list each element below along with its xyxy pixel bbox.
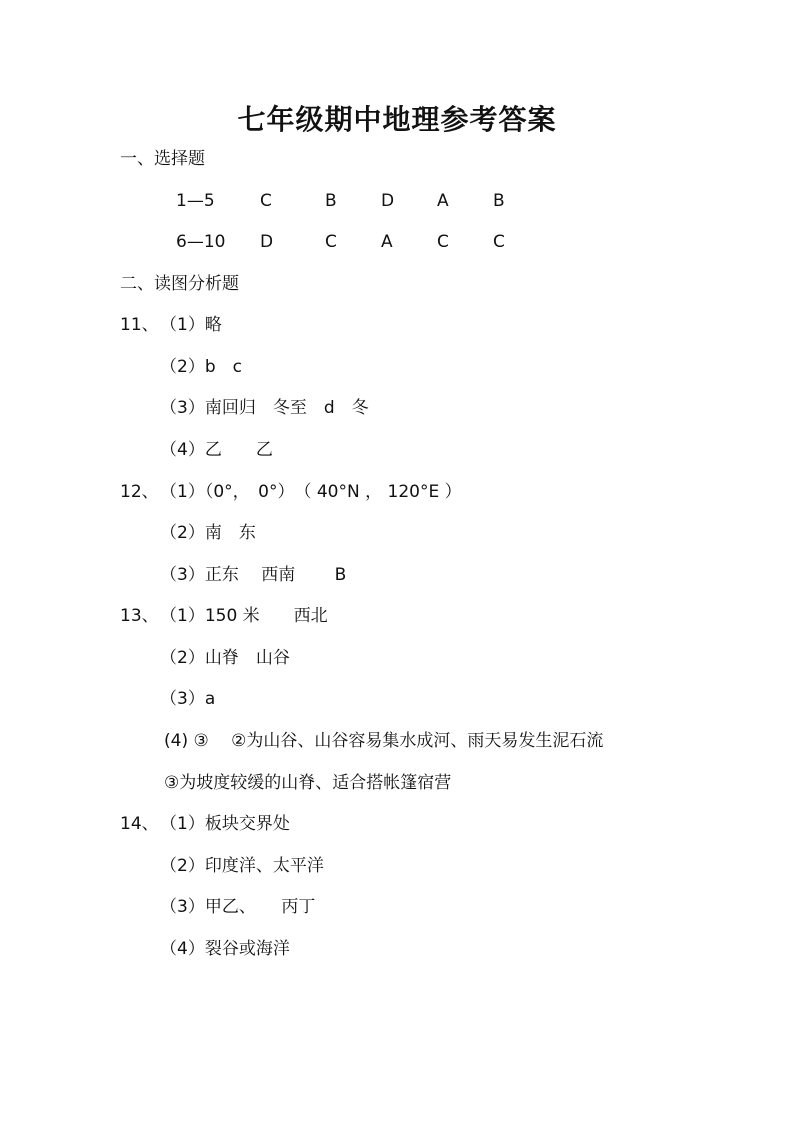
choice-range: 6—10: [176, 232, 226, 252]
answer-line: （3）正东 西南 B: [160, 565, 347, 585]
answer-line: （3）a: [160, 689, 216, 709]
choice-answer: D: [260, 232, 274, 252]
answer-line: （1）板块交界处: [160, 814, 290, 834]
choice-answer: C: [437, 232, 449, 252]
page-title: 七年级期中地理参考答案: [237, 103, 557, 136]
answer-line: （1）略: [160, 315, 222, 335]
answer-line: （3）甲乙、 丙丁: [160, 897, 316, 917]
section-heading-choice: 一、选择题: [120, 149, 205, 169]
choice-answer: A: [437, 191, 449, 211]
answer-line: (4) ③ ②为山谷、山谷容易集水成河、雨天易发生泥石流: [164, 731, 604, 751]
answer-line: （4）裂谷或海洋: [160, 939, 290, 959]
answer-line: （4）乙 乙: [160, 440, 273, 460]
choice-answer: C: [493, 232, 505, 252]
choice-range: 1—5: [176, 191, 215, 211]
answer-line: （1）150 米 西北: [160, 606, 328, 626]
answer-line: （2）印度洋、太平洋: [160, 856, 324, 876]
choice-answer: B: [325, 191, 337, 211]
question-number: 12、: [120, 482, 159, 502]
question-number: 13、: [120, 606, 159, 626]
choice-answer: B: [493, 191, 505, 211]
choice-answer: D: [381, 191, 395, 211]
choice-answer: A: [381, 232, 393, 252]
answer-line: ③为坡度较缓的山脊、适合搭帐篷宿营: [164, 773, 452, 793]
answer-line: （2）南 东: [160, 523, 256, 543]
answer-line: （2）山脊 山谷: [160, 648, 290, 668]
answer-line: （2）b c: [160, 357, 242, 377]
section-heading-analysis: 二、读图分析题: [120, 274, 239, 294]
choice-answer: C: [260, 191, 272, 211]
question-number: 11、: [120, 315, 159, 335]
question-number: 14、: [120, 814, 159, 834]
answer-line: （3）南回归 冬至 d 冬: [160, 398, 369, 418]
choice-answer: C: [325, 232, 337, 252]
answer-line: （1）（0°， 0°） （ 40°N ， 120°E ）: [160, 482, 462, 502]
